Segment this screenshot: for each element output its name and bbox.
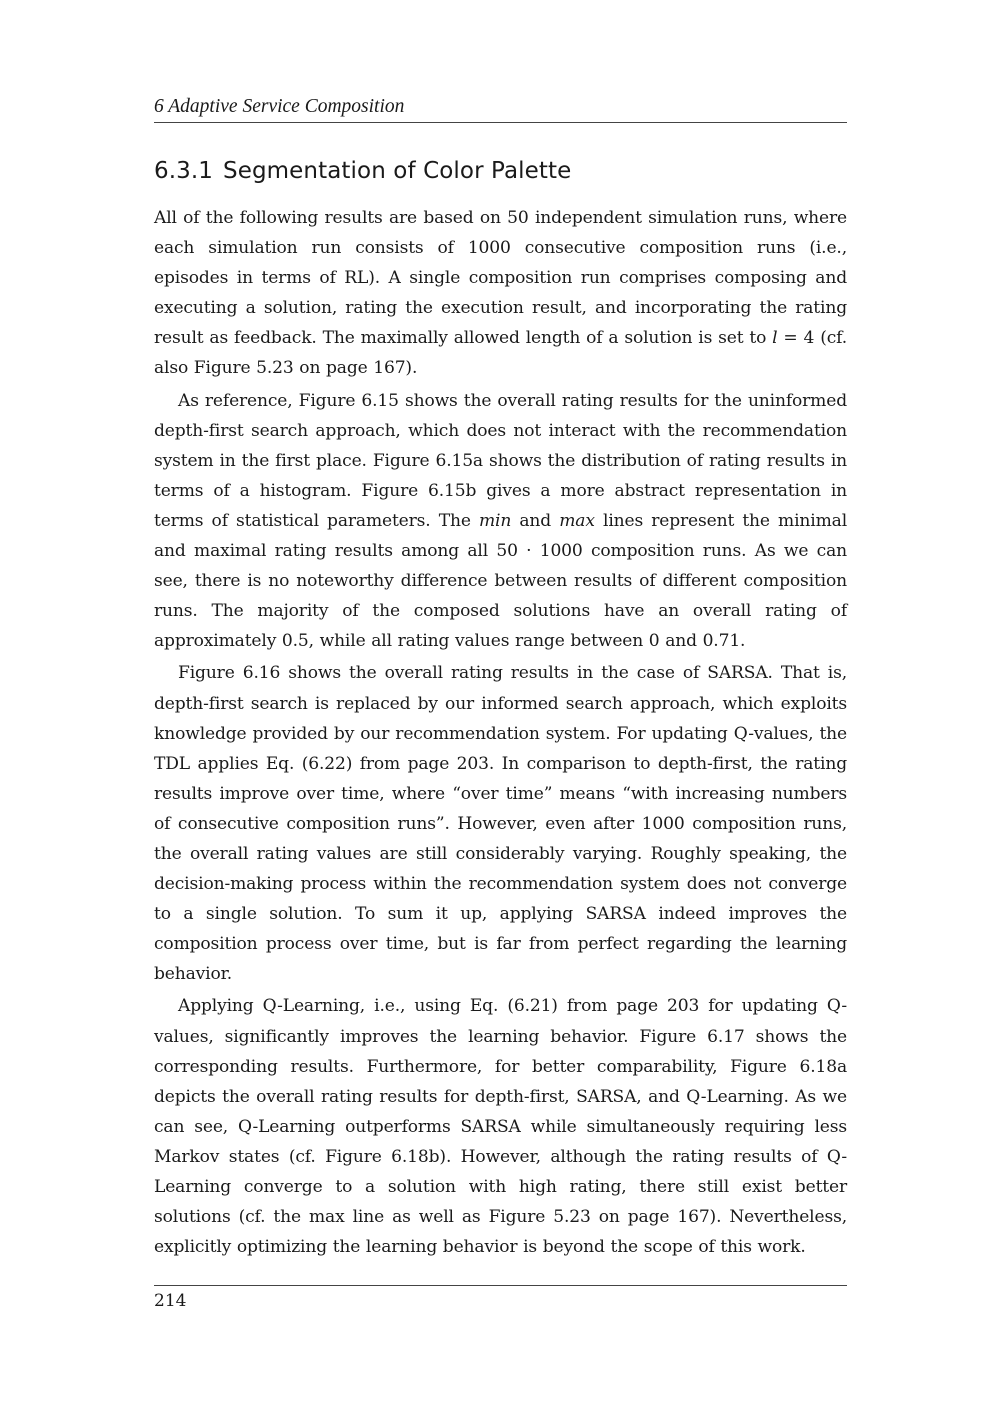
paragraph-1-text-end: = 4 (cf. also Figure 5.23 on page 167). bbox=[154, 328, 847, 379]
paragraph-3: Figure 6.16 shows the overall rating results in the case of SARSA. That is, depth-first search is replaced by our informed search approach, which exploits knowledge provided by our recommendation system. For updating Q-values, the TDL applies Eq. (6.22) from page 203. In comparison to depth-first, the rating results improve over time, where “over time” means “with increasing numbers of consecutive composition runs”. However, even after 1000 composition runs, the overall rating values are still considerably varying. Roughly speaking, the decision-making process within the recommendation system does not converge to a single solution. To sum it up, applying SARSA indeed improves the composition process over time, but is far from perfect regarding the learning behavior. bbox=[154, 663, 847, 985]
math-variable-l: l bbox=[772, 328, 778, 349]
paragraph-4: Applying Q-Learning, i.e., using Eq. (6.21) from page 203 for updating Q-values, significantly improves the learning behavior. Figure 6.17 shows the corresponding results. Furthermore, for better comparability, Figure 6.18a depicts the overall rating results for depth-first, SARSA, and Q-Learning. As we can see, Q-Learning outperforms SARSA while simultaneously requiring less Markov states (cf. Figure 6.18b). However, although the rating results of Q-Learning converge to a solution with high rating, there still exist better solutions (cf. the max line as well as Figure 5.23 on page 167). Nevertheless, explicitly optimizing the learning behavior is beyond the scope of this work. bbox=[154, 996, 847, 1258]
paragraph-1 bbox=[154, 203, 847, 384]
paragraph-2-text: As reference, Figure 6.15 shows the overall rating results for the uninformed depth-first search approach, which does not interact with the recommendation system in the first place. Figure 6.15a shows the distribution of rating results in terms of a histogram. Figure 6.15b gives a more abstract representation in terms of statistical parameters. The bbox=[154, 390, 847, 531]
running-header: 6 Adaptive Service Composition bbox=[154, 94, 847, 123]
min-term: min bbox=[478, 510, 512, 531]
paragraph-2 bbox=[154, 386, 847, 657]
max-term: max bbox=[559, 510, 595, 531]
paragraph-2-text-end: lines represent the minimal and maximal rating results among all 50 · 1000 composition runs. As we can see, there is no noteworthy difference between results of different composition runs. The majority of the composed solutions have an overall rating of approximately 0.5, while all rating values range between 0 and 0.71. bbox=[154, 510, 848, 652]
section-title: Segmentation of Color Palette bbox=[223, 158, 572, 184]
section-number: 6.3.1 bbox=[154, 158, 214, 184]
body-text bbox=[154, 203, 847, 1264]
paragraph-2-conj: and bbox=[511, 510, 560, 531]
section-heading bbox=[154, 154, 847, 188]
page-number: 214 bbox=[154, 1291, 187, 1311]
paragraph-1-text: All of the following results are based on 50 independent simulation runs, where each simulation run consists of 1000 consecutive composition runs (i.e., episodes in terms of RL). A single composition run comprises composing and executing a solution, rating the execution result, and incorporating the rating result as feedback. The maximally allowed length of a solution is set to bbox=[154, 208, 847, 349]
footer-divider bbox=[154, 1285, 847, 1286]
